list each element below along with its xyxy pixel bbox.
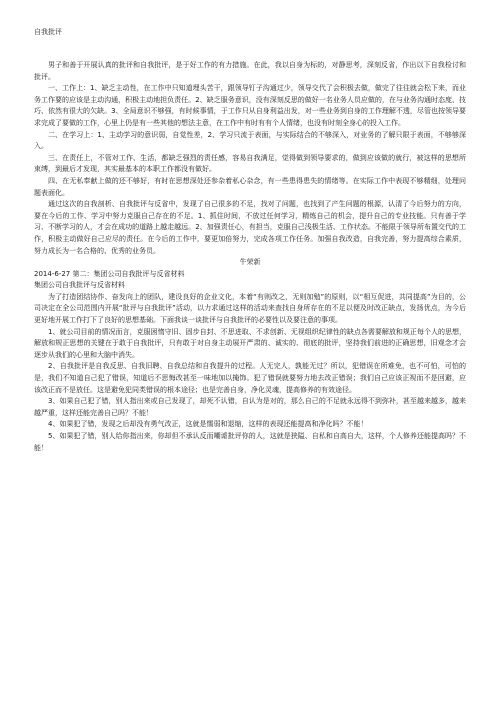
body-paragraph: 一、工作上：1、缺乏主动性，在工作中只知道埋头苦干，跟领导钉子沟通过少，领导交代了会积极去做，做完了往往就会松下来，而业务工作要的应该是主动沟通，积极主动地担负责任。2、缺乏服务意识，没有深刻反思的做好一名业务人员应做的，在与业务沟通时态度、技巧、依然有很大的欠缺。3、全局意识不够强，有时候事情，于工作只从自身利益出发，对一些业务到自身的工作理解不透，尽管也按领导要求完成了要做的工作，心里上仍是有一些其他的想法主意，在工作中有时有有个人情绪，也没有时刻全身心的投入工作。 (34, 84, 466, 127)
body-paragraph: 三、在责任上，不管对工作、生活，都缺乏强烈的责任感，容易自我满足，觉得做到领导要求的，做到应该做的就行，被这样的思想所束缚，到最后才发现，其实最基本的本职工作都没有做好。 (34, 153, 466, 174)
body-paragraph: 3、如果自己犯了错，别人指出来或自己发现了，却死不认错，自认为是对的，那么自己的不足就永远得不到弥补，甚至越来越多，越来越严重，这样还能完善自己吗？不能！ (34, 397, 466, 417)
document-title: 自我批评 (34, 28, 62, 36)
body-paragraph: 二、在学习上：1、主动学习的意识弱，自觉性差，2、学习只流于表面，与实际结合的不够深入，对业务的了解只限于表面，不够够深入。 (34, 130, 466, 151)
document-body (34, 60, 466, 454)
body-paragraph: 4、如果犯了错，发现之后却没有勇气改正，这就是懦弱和退缩，这样的表现还能提高和净化吗？不能！ (48, 420, 368, 429)
body-paragraph: 为了打造团结协作、奋发向上的团队，建设良好的企业文化，本着“有则改之，无则加勉”的原则，以“相互促进，共同提高”为目的，公司决定在全公司范围内开展“批评与自我批评”活动，以力求通过这样的活动来查找自身所存在的不足以便及时改正缺点，发扬优点，为今后更好地开展工作打下了良好的思想基础。下面我谈一谈批评与自我批评的必要性以及要注意的事项。 (34, 292, 466, 325)
body-paragraph: 5、如果犯了错，别人给你指出来，你却但不承认反而嘲谑批评你的人，这就是狭隘、自私和自高自大，这样，个人修养还能提高吗？不能！ (34, 432, 466, 452)
body-paragraph: 四、在无私奉献上做的还不够好，有时在思想深处还参杂着私心杂念，有一些患得患失的情绪等。在实际工作中表现不够精细，处理问题表面化。 (34, 176, 466, 197)
body-paragraph: 2、自我批评是自我反思、自我旧聘、自我总结和自我提升的过程。人无完人，孰能无过？所以，犯错误在所难免，也不可怕，可怕的是，我们不知道自己犯了错误，知道后不思悔改甚至一味地加以掩饰。犯了错误就要努力地去改正错误；我们自己应该正视而不是回避，应该改正而不是放任。这是避免犯同类错误的根本途径；也是完善自身，净化灵魂，提高修养的有效途径。 (34, 362, 466, 394)
body-paragraph: 通过这次的自我剖析、自我批评与反省中，发现了自己很多的不足，找对了问题，也找到了产生问题的根源，认清了今后努力的方向，要在今后的工作、学习中努力克服自己存在的不足。1、抓住时间，不放过任何学习，精炼自己的机会，提升自己的专业技能。只有善于学习、不断学习的人，才会在成功的道路上越走越远。2、加强责任心，有担当，克服自己浅极生活、工作状态。不能限于领导所布置交代的工作，积极主动做好自己应尽的责任。在今后的工作中，要更加倍努力，完成各项工作任务。加强自我改造，自我完善，努力提高综合素质，努力成长为一名合格的、优秀的业务员。 (34, 200, 466, 255)
body-paragraph: 2014-6-27 第二：集团公司自我批评与反省材料 (34, 269, 185, 278)
body-paragraph: 1、就公司目前的情况而言，克服困惰守旧、固步自封、不思进取、不求创新、无视组织纪律性的缺点各需要解放和规正每个人的思想，解放和规正思想的关键在于敢于自我批评，只有敢于对自身主动展开严肃的、诚实的、彻底的批评，坚持我们前进的正确思想，旧观念才会逐步从我们的心里和大脑中消失。 (34, 327, 466, 359)
body-paragraph: 牛荣新 (239, 258, 261, 267)
body-paragraph: 男子和善于开展认真的批评和自我批评，是于好工作的有力措施。在此，我以自身为标的，对静思考，深刻反省，作出以下自我检讨和批评。 (34, 61, 466, 81)
body-paragraph: 集团公司自我批评与反省材料 (34, 281, 125, 290)
